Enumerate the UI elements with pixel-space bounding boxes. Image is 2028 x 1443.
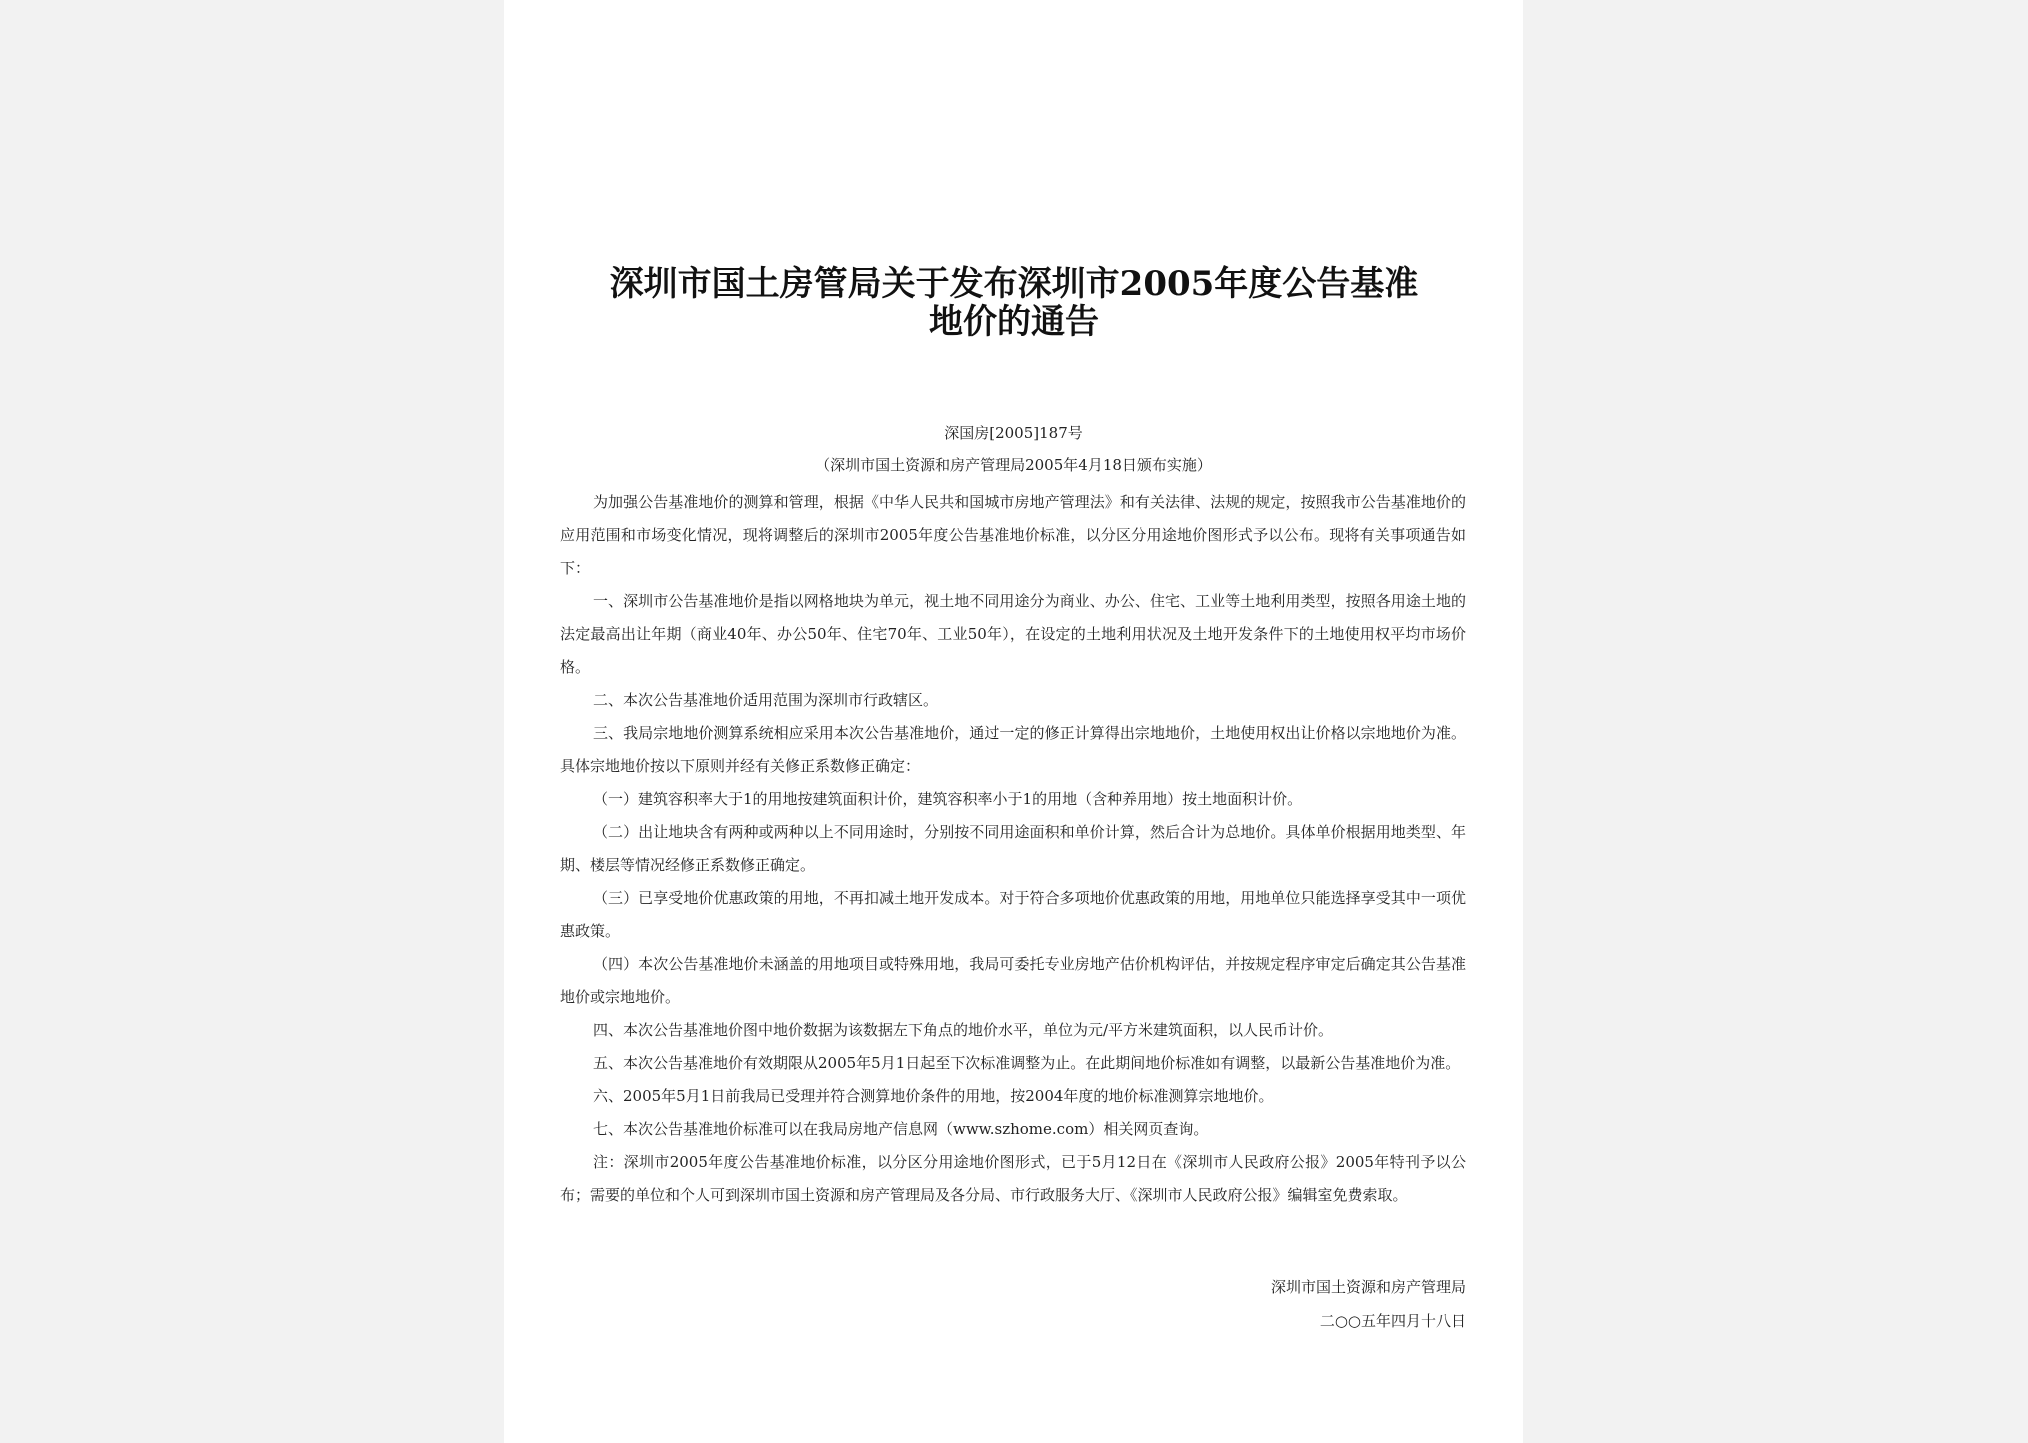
body-paragraph-4: 四、本次公告基准地价图中地价数据为该数据左下角点的地价水平，单位为元/平方米建筑面积，以人民币计价。	[593, 1021, 1334, 1039]
body-paragraph-7: 七、本次公告基准地价标准可以在我局房地产信息网（www.szhome.com）相关网页查询。	[593, 1120, 1209, 1138]
document-title	[584, 265, 1444, 341]
body-paragraph-3-1: （一）建筑容积率大于1的用地按建筑面积计价，建筑容积率小于1的用地（含种养用地）按土地面积计价。	[593, 790, 1303, 808]
body-paragraph-intro: 为加强公告基准地价的测算和管理，根据《中华人民共和国城市房地产管理法》和有关法律、法规的规定，按照我市公告基准地价的应用范围和市场变化情况，现将调整后的深圳市2005年度公告基准地价标准，以分区分用途地价图形式予以公布。现将有关事项通告如下：	[560, 493, 1466, 577]
body-paragraph-note: 注：深圳市2005年度公告基准地价标准，以分区分用途地价图形式，已于5月12日在《深圳市人民政府公报》2005年特刊予以公布；需要的单位和个人可到深圳市国土资源和房产管理局及各分局、市行政服务大厅、《深圳市人民政府公报》编辑室免费索取。	[560, 1153, 1466, 1204]
document-body	[560, 486, 1466, 1212]
body-paragraph-3-2: （二）出让地块含有两种或两种以上不同用途时，分别按不同用途面积和单价计算，然后合计为总地价。具体单价根据用地类型、年期、楼层等情况经修正系数修正确定。	[560, 823, 1466, 874]
signature-organization: 深圳市国土资源和房产管理局	[1270, 1278, 1466, 1296]
body-paragraph-2: 二、本次公告基准地价适用范围为深圳市行政辖区。	[593, 691, 939, 709]
body-paragraph-5: 五、本次公告基准地价有效期限从2005年5月1日起至下次标准调整为止。在此期间地价标准如有调整，以最新公告基准地价为准。	[593, 1054, 1461, 1072]
title-line-2: 地价的通告	[929, 302, 1099, 342]
issued-note: （深圳市国土资源和房产管理局2005年4月18日颁布实施）	[815, 456, 1212, 474]
document-number: 深国房[2005]187号	[944, 424, 1083, 442]
document-page	[504, 0, 1523, 1443]
body-paragraph-3-3: （三）已享受地价优惠政策的用地，不再扣减土地开发成本。对于符合多项地价优惠政策的用地，用地单位只能选择享受其中一项优惠政策。	[560, 889, 1466, 940]
body-paragraph-6: 六、2005年5月1日前我局已受理并符合测算地价条件的用地，按2004年度的地价标准测算宗地地价。	[593, 1087, 1274, 1105]
body-paragraph-3: 三、我局宗地地价测算系统相应采用本次公告基准地价，通过一定的修正计算得出宗地地价，土地使用权出让价格以宗地地价为准。具体宗地地价按以下原则并经有关修正系数修正确定：	[560, 724, 1466, 775]
signature-date: 二○○五年四月十八日	[1319, 1312, 1466, 1330]
body-paragraph-3-4: （四）本次公告基准地价未涵盖的用地项目或特殊用地，我局可委托专业房地产估价机构评估，并按规定程序审定后确定其公告基准地价或宗地地价。	[560, 955, 1466, 1006]
body-paragraph-1: 一、深圳市公告基准地价是指以网格地块为单元，视土地不同用途分为商业、办公、住宅、工业等土地利用类型，按照各用途土地的法定最高出让年期（商业40年、办公50年、住宅70年、工业50年），在设定的土地利用状况及土地开发条件下的土地使用权平均市场价格。	[560, 592, 1466, 676]
title-line-1: 深圳市国土房管局关于发布深圳市2005年度公告基准	[609, 264, 1419, 304]
